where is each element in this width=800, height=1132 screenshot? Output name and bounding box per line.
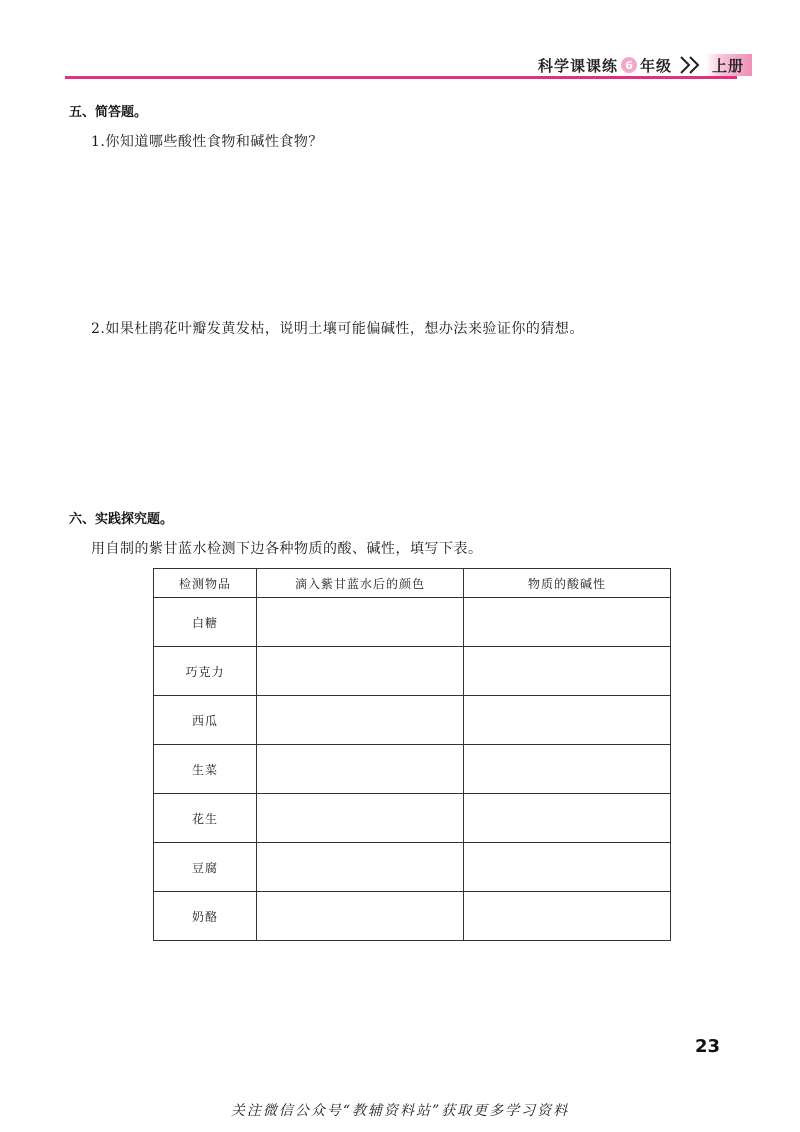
header-cell-color: 滴入紫甘蓝水后的颜色 [257,569,464,598]
table-row [154,892,671,941]
item-cell: 豆腐 [154,843,257,892]
property-answer-cell[interactable] [464,794,671,843]
table-row [154,745,671,794]
color-answer-cell[interactable] [257,892,464,941]
color-answer-cell[interactable] [257,696,464,745]
footer-note: 关注微信公众号“教辅资料站”获取更多学习资料 [230,1103,570,1119]
running-header [538,54,752,76]
header-cell-property: 物质的酸碱性 [464,569,671,598]
section-6-title: 六、实践探究题。 [69,512,174,527]
header-rule [65,76,737,79]
item-cell: 奶酪 [154,892,257,941]
section-6-instruction: 用自制的紫甘蓝水检测下边各种物质的酸、碱性，填写下表。 [91,541,483,557]
item-cell: 生菜 [154,745,257,794]
item-cell: 巧克力 [154,647,257,696]
result-table [153,568,671,941]
table-header-row [154,569,671,598]
question-1: 1.你知道哪些酸性食物和碱性食物？ [91,134,323,150]
property-answer-cell[interactable] [464,647,671,696]
property-answer-cell[interactable] [464,843,671,892]
table-row [154,598,671,647]
table-row [154,843,671,892]
color-answer-cell[interactable] [257,598,464,647]
table-row [154,794,671,843]
item-cell: 花生 [154,794,257,843]
item-cell: 西瓜 [154,696,257,745]
header-grade-suffix: 年级 [640,56,673,75]
color-answer-cell[interactable] [257,745,464,794]
grade-badge: 6 [621,57,637,73]
section-5-title: 五、简答题。 [69,105,148,120]
property-answer-cell[interactable] [464,696,671,745]
property-answer-cell[interactable] [464,598,671,647]
volume-tab: 上册 [706,54,752,76]
page-number: 23 [695,1036,721,1057]
property-answer-cell[interactable] [464,892,671,941]
color-answer-cell[interactable] [257,794,464,843]
header-cell-item: 检测物品 [154,569,257,598]
property-answer-cell[interactable] [464,745,671,794]
table-row [154,696,671,745]
question-2: 2.如果杜鹃花叶瓣发黄发枯，说明土壤可能偏碱性，想办法来验证你的猜想。 [91,321,584,337]
color-answer-cell[interactable] [257,647,464,696]
double-chevron-icon [678,54,704,76]
table-row [154,647,671,696]
item-cell: 白糖 [154,598,257,647]
header-subject: 科学课课练 [538,56,619,75]
color-answer-cell[interactable] [257,843,464,892]
